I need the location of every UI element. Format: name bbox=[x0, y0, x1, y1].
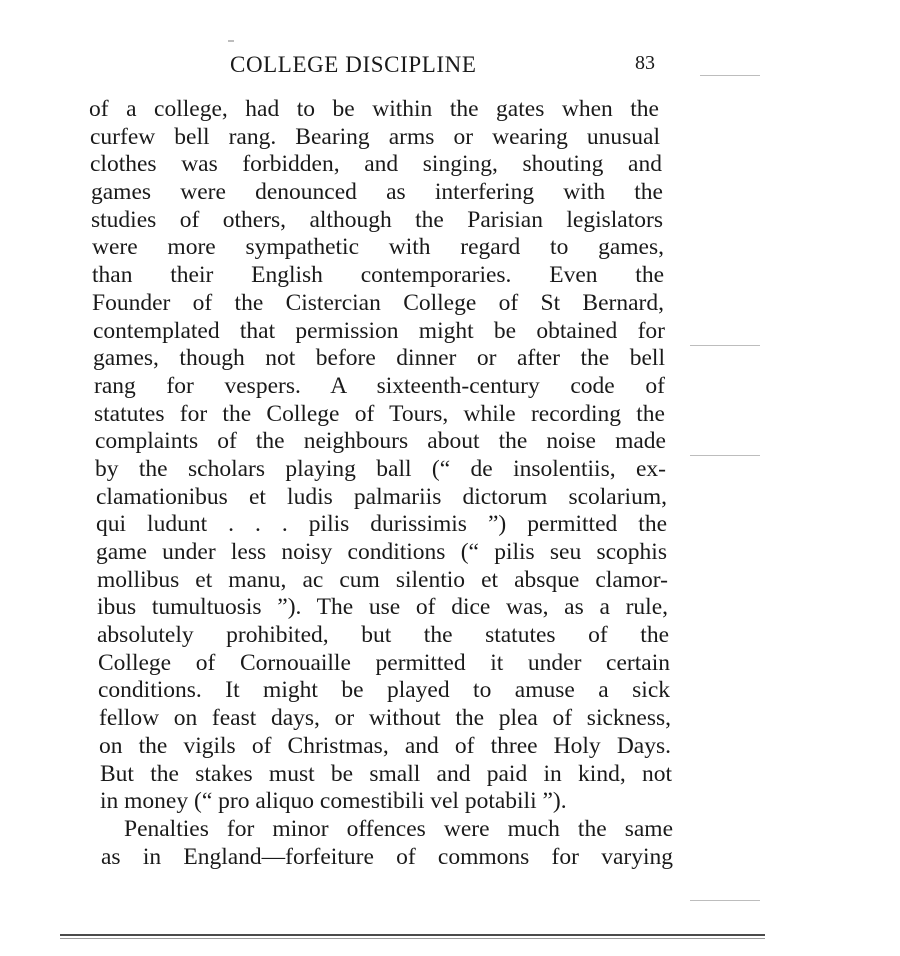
text-line: But the stakes must be small and paid in kind, not bbox=[100, 760, 672, 787]
text-line: curfew bell rang. Bearing arms or wearing unusual bbox=[90, 123, 660, 150]
scan-speck bbox=[690, 455, 760, 456]
text-line: game under less noisy conditions (“ pilis seu scophis bbox=[96, 539, 667, 565]
running-title: COLLEGE DISCIPLINE bbox=[230, 52, 477, 77]
text-line: mollibus et manu, ac cum silentio et absque clamor- bbox=[97, 566, 668, 593]
text-line: as in England—forfeiture of commons for varying bbox=[101, 843, 673, 870]
text-line: conditions. It might be played to amuse a sick bbox=[98, 677, 670, 704]
text-line: complaints of the neighbours about the noise made bbox=[95, 428, 666, 455]
scan-speck bbox=[228, 40, 234, 42]
text-line: clothes was forbidden, and singing, shouting and bbox=[90, 151, 662, 178]
bottom-rule-shadow bbox=[60, 938, 765, 939]
text-line: games were denounced as interfering with the bbox=[91, 179, 663, 206]
body-text bbox=[0, 96, 900, 871]
text-line: Founder of the Cistercian College of St Bernard, bbox=[92, 289, 664, 316]
text-line: Penalties for minor offences were much the same bbox=[124, 815, 673, 842]
scan-speck bbox=[690, 345, 760, 346]
text-line: statutes for the College of Tours, while recording the bbox=[94, 400, 665, 427]
text-line: College of Cornouaille permitted it under certain bbox=[98, 649, 670, 676]
page-header bbox=[230, 52, 660, 82]
text-line: ibus tumultuosis ”). The use of dice was, as a rule, bbox=[97, 594, 668, 621]
bottom-rule bbox=[60, 934, 765, 936]
text-line: than their English contemporaries. Even the bbox=[92, 262, 664, 289]
text-line: contemplated that permission might be obtained for bbox=[93, 317, 665, 344]
text-line: absolutely prohibited, but the statutes of the bbox=[97, 622, 669, 649]
text-line: in money (“ pro aliquo comestibili vel potabili ”). bbox=[100, 788, 567, 815]
scan-speck bbox=[700, 75, 760, 76]
text-line: on the vigils of Christmas, and of three Holy Days. bbox=[99, 732, 671, 759]
text-line: by the scholars playing ball (“ de insolentiis, ex- bbox=[95, 455, 666, 482]
text-line: of a college, had to be within the gates when the bbox=[89, 96, 659, 122]
text-line: rang for vespers. A sixteenth-century code of bbox=[94, 372, 665, 399]
text-line: games, though not before dinner or after the bell bbox=[93, 345, 665, 372]
text-line: were more sympathetic with regard to games, bbox=[92, 234, 664, 261]
text-line: clamationibus et ludis palmariis dictorum scolarium, bbox=[96, 483, 667, 510]
text-line: qui ludunt . . . pilis durissimis ”) permitted the bbox=[96, 511, 667, 538]
text-line: fellow on feast days, or without the plea of sickness, bbox=[99, 705, 671, 732]
scan-speck bbox=[690, 900, 760, 901]
page-number: 83 bbox=[635, 52, 655, 74]
text-line: studies of others, although the Parisian legislators bbox=[91, 206, 663, 233]
